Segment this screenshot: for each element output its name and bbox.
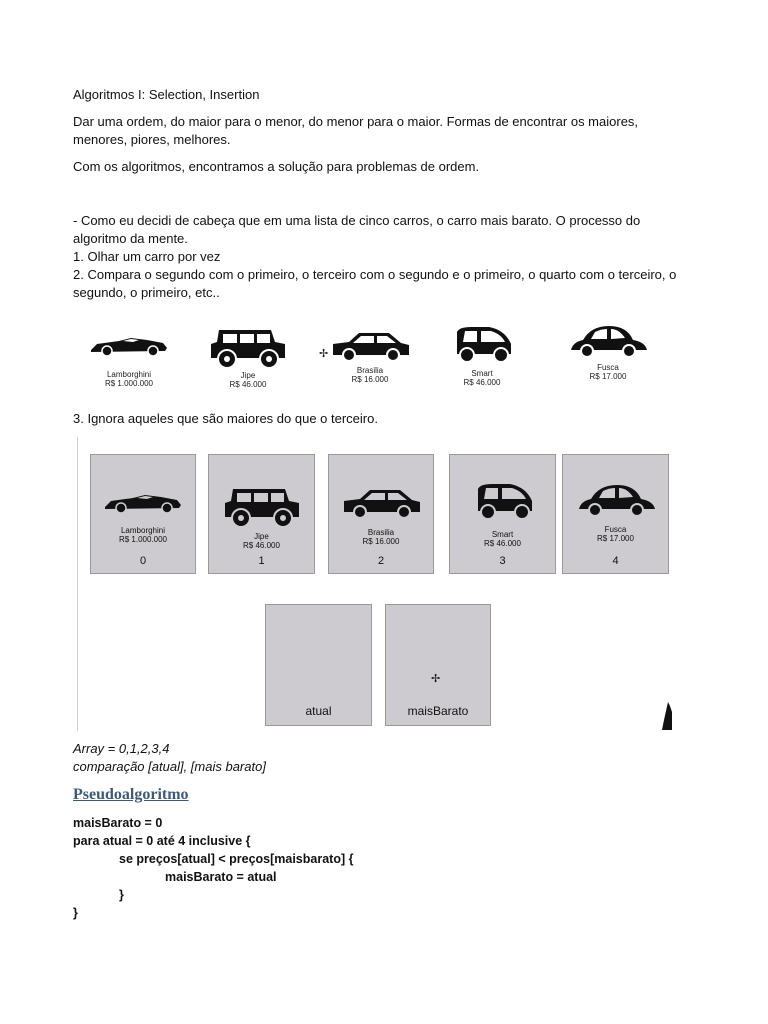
array-index: 0: [139, 555, 147, 567]
car-price: R$ 46.000: [463, 378, 501, 387]
car-name: Smart: [491, 530, 514, 539]
beetle-icon: [567, 322, 649, 360]
car-price: R$ 46.000: [243, 541, 280, 550]
car-item: [436, 324, 528, 387]
step-2: 2. Compara o segundo com o primeiro, o terceiro com o segundo e o primeiro, o quarto com o terceiro, o segundo, o primeiro, etc..: [73, 267, 677, 300]
car-price: R$ 1.000.000: [118, 535, 168, 544]
car-name: Brasilia: [367, 528, 395, 537]
hatchback-icon: [329, 328, 411, 362]
array-box-1: [208, 454, 315, 574]
smart-car-icon: [449, 324, 515, 364]
car-price: R$ 46.000: [229, 380, 267, 389]
smart-car-icon: [470, 481, 536, 521]
mais-barato-box: [385, 604, 491, 726]
code-line: maisBarato = 0: [73, 816, 163, 830]
array-box-4: [562, 454, 669, 574]
sports-car-icon: [89, 332, 169, 358]
cropped-figure-mark: [662, 702, 672, 730]
atual-box: [265, 604, 372, 726]
car-name: Lamborghini: [120, 526, 166, 535]
array-index: 4: [612, 555, 619, 567]
car-price: R$ 46.000: [484, 539, 521, 548]
intro-paragraph-2: Com os algoritmos, encontramos a solução para problemas de ordem.: [73, 159, 480, 174]
code-line: }: [73, 906, 78, 920]
car-price: R$ 17.000: [597, 534, 634, 543]
process-paragraph: - Como eu decidi de cabeça que em uma lista de cinco carros, o carro mais barato. O processo do algoritmo da mente.: [73, 213, 641, 246]
code-line: }: [119, 888, 124, 902]
car-price: R$ 16.000: [362, 537, 400, 546]
car-name: Jipe: [254, 532, 269, 541]
car-name: Fusca: [597, 363, 619, 372]
car-item: [324, 328, 416, 384]
car-price: R$ 17.000: [589, 372, 627, 381]
array-box-3: [449, 454, 556, 574]
car-price: R$ 1.000.000: [104, 379, 154, 388]
array-index: 2: [377, 555, 385, 567]
hatchback-icon: [340, 485, 422, 519]
car-name: Brasilia: [356, 366, 384, 375]
cursor-cross-icon: ✢: [431, 673, 441, 685]
car-item: [83, 332, 175, 388]
jeep-icon: [221, 483, 303, 529]
step-3: 3. Ignora aqueles que são maiores do que o terceiro.: [73, 411, 378, 426]
atual-label: atual: [305, 704, 332, 718]
cursor-cross-icon: ✢: [319, 348, 329, 360]
array-box-2: [328, 454, 434, 574]
code-line: maisBarato = atual: [165, 870, 277, 884]
car-item: [202, 324, 294, 389]
array-box-0: [90, 454, 196, 574]
code-line: para atual = 0 até 4 inclusive {: [73, 834, 251, 848]
car-item: [562, 322, 654, 381]
car-name: Fusca: [604, 525, 627, 534]
array-index: 1: [258, 555, 265, 567]
comparison-note: comparação [atual], [mais barato]: [73, 759, 266, 774]
jeep-icon: [207, 324, 289, 370]
array-note: Array = 0,1,2,3,4: [73, 741, 170, 756]
code-line: se preços[atual] < preços[maisbarato] {: [119, 852, 354, 866]
sports-car-icon: [103, 489, 183, 515]
page-title: Algoritmos I: Selection, Insertion: [73, 87, 260, 102]
mais-barato-label: maisBarato: [407, 704, 469, 718]
array-index: 3: [499, 555, 506, 567]
pseudo-heading: Pseudoalgoritmo: [73, 786, 189, 803]
car-name: Jipe: [240, 371, 256, 380]
figure-border: [77, 437, 78, 731]
intro-paragraph: Dar uma ordem, do maior para o menor, do menor para o maior. Formas de encontrar os maiores, menores, piores, melhores.: [73, 114, 639, 147]
car-name: Smart: [471, 369, 493, 378]
step-1: 1. Olhar um carro por vez: [73, 249, 221, 264]
car-price: R$ 16.000: [351, 375, 389, 384]
car-name: Lamborghini: [106, 370, 152, 379]
beetle-icon: [575, 481, 657, 519]
